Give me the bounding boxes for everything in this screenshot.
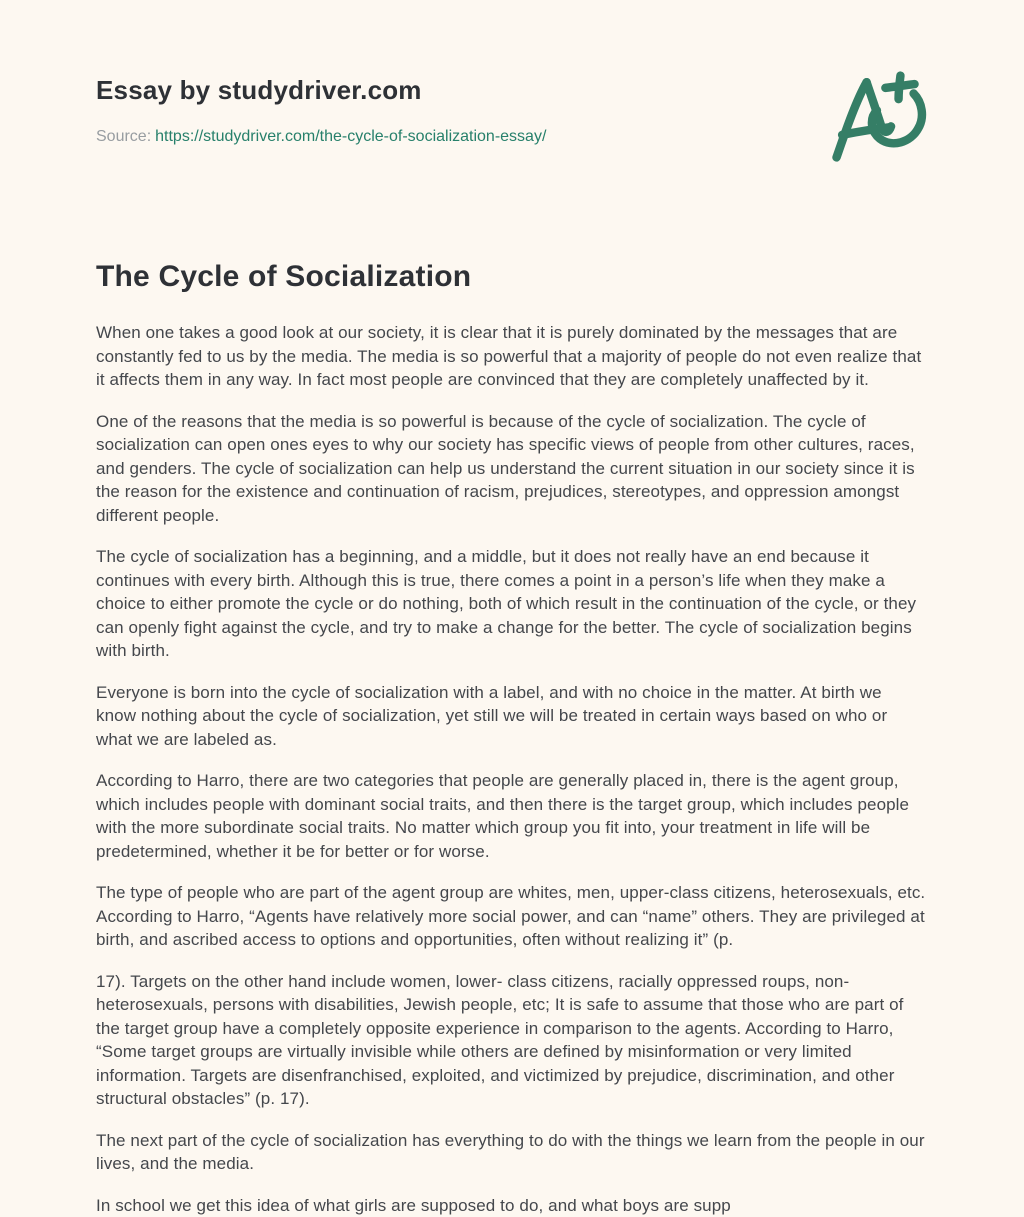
- essay-paragraph: The next part of the cycle of socialization has everything to do with the things we learn from the people in our lives, and the media.: [96, 1129, 926, 1176]
- essay-paragraph: One of the reasons that the media is so powerful is because of the cycle of socialization. The cycle of socialization can open ones eyes to why our society has specific views of people from other cultures, races, and genders. The cycle of socialization can help us understand the current situation in our society since it is the reason for the existence and continuation of racism, prejudices, stereotypes, and oppression amongst different people.: [96, 410, 926, 528]
- site-title: Essay by studydriver.com: [96, 75, 928, 106]
- essay-paragraph: The cycle of socialization has a beginning, and a middle, but it does not really have an end because it continues with every birth. Although this is true, there comes a point in a person’s life when they make a choice to either promote the cycle or do nothing, both of which result in the continuation of the cycle, or they can openly fight against the cycle, and try to make a change for the better. The cycle of socialization begins with birth.: [96, 545, 926, 663]
- page-header: [96, 75, 928, 146]
- essay-paragraph: 17). Targets on the other hand include women, lower- class citizens, racially oppressed roups, non-heterosexuals, persons with disabilities, Jewish people, etc; It is safe to assume that those who are part of the target group have a completely opposite experience in comparison to the agents. According to Harro, “Some target groups are virtually invisible while others are defined by misinformation or very limited information. Targets are disenfranchised, exploited, and victimized by prejudice, discrimination, and other structural obstacles” (p. 17).: [96, 970, 926, 1111]
- essay-paragraph: According to Harro, there are two categories that people are generally placed in, there is the agent group, which includes people with dominant social traits, and then there is the target group, which includes people with the more subordinate social traits. No matter which group you fit into, your treatment in life will be predetermined, whether it be for better or for worse.: [96, 769, 926, 863]
- a-plus-logo-icon: [824, 70, 928, 164]
- source-line: [96, 128, 928, 146]
- essay-paragraph: Everyone is born into the cycle of socialization with a label, and with no choice in the matter. At birth we know nothing about the cycle of socialization, yet still we will be treated in certain ways based on who or what we are labeled as.: [96, 681, 926, 752]
- essay-paragraph: When one takes a good look at our society, it is clear that it is purely dominated by the messages that are constantly fed to us by the media. The media is so powerful that a majority of people do not even realize that it affects them in any way. In fact most people are convinced that they are completely unaffected by it.: [96, 321, 926, 392]
- source-label: Source:: [96, 128, 151, 145]
- source-link[interactable]: https://studydriver.com/the-cycle-of-socialization-essay/: [155, 128, 546, 145]
- essay-paragraph: The type of people who are part of the agent group are whites, men, upper-class citizens, heterosexuals, etc. According to Harro, “Agents have relatively more social power, and can “name” others. They are privileged at birth, and ascribed access to options and opportunities, often without realizing it” (p.: [96, 881, 926, 952]
- essay-title: The Cycle of Socialization: [96, 260, 928, 294]
- essay-body: [96, 321, 928, 1217]
- essay-paragraph: In school we get this idea of what girls are supposed to do, and what boys are supp: [96, 1194, 926, 1217]
- essay-content: [96, 260, 928, 1217]
